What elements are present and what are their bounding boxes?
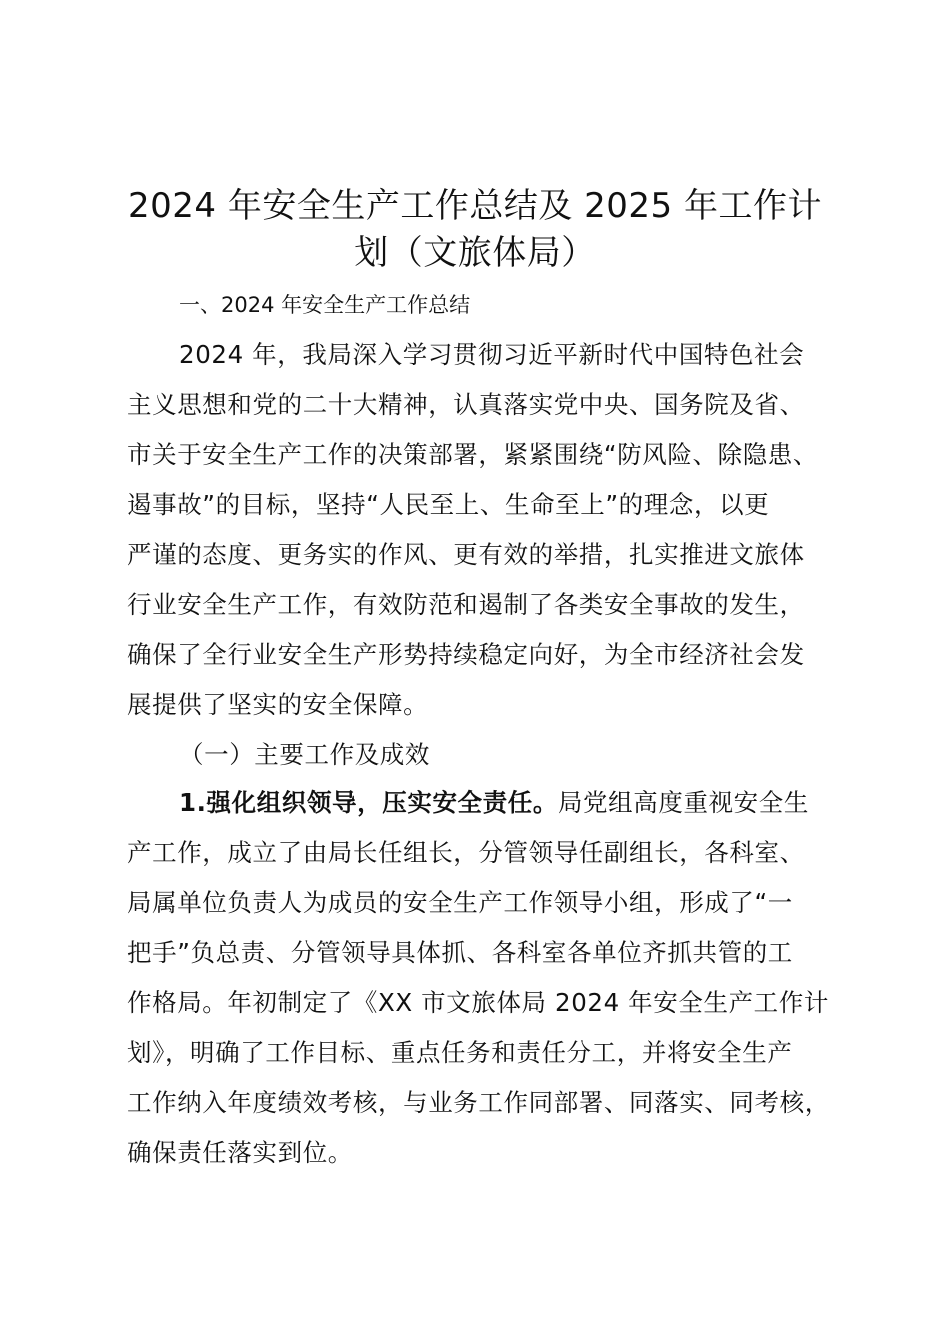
paragraph-line: 把手”负总责、分管领导具体抓、各科室各单位齐抓共管的工 bbox=[127, 938, 793, 967]
paragraph-line: 确保责任落实到位。 bbox=[127, 1138, 353, 1167]
title-line-1: 2024 年安全生产工作总结及 2025 年工作计 bbox=[128, 186, 822, 226]
paragraph-line: 市关于安全生产工作的决策部署，紧紧围绕“防风险、除隐患、 bbox=[127, 440, 818, 469]
paragraph-line: 行业安全生产工作，有效防范和遏制了各类安全事故的发生， bbox=[127, 590, 805, 619]
paragraph-line: 产工作，成立了由局长任组长，分管领导任副组长，各科室、 bbox=[127, 838, 805, 867]
paragraph-line: 2024 年，我局深入学习贯彻习近平新时代中国特色社会 bbox=[179, 340, 805, 369]
title-line-2: 划（文旅体局） bbox=[354, 233, 596, 273]
document-title bbox=[110, 183, 840, 277]
paragraph-line: 划》，明确了工作目标、重点任务和责任分工，并将安全生产 bbox=[127, 1038, 793, 1067]
paragraph-line: 作格局。年初制定了《XX 市文旅体局 2024 年安全生产工作计 bbox=[127, 988, 829, 1017]
paragraph-line: 展提供了坚实的安全保障。 bbox=[127, 690, 429, 719]
paragraph-line bbox=[127, 778, 867, 828]
paragraph-organization bbox=[127, 778, 867, 1178]
paragraph-line: 主义思想和党的二十大精神，认真落实党中央、国务院及省、 bbox=[127, 390, 805, 419]
paragraph-line: 严谨的态度、更务实的作风、更有效的举措，扎实推进文旅体 bbox=[127, 540, 805, 569]
subsection-heading: （一）主要工作及成效 bbox=[179, 740, 430, 769]
paragraph-line: 局属单位负责人为成员的安全生产工作领导小组，形成了“一 bbox=[127, 888, 793, 917]
paragraph-lead-heading: 1.强化组织领导，压实安全责任。 bbox=[179, 788, 558, 817]
section-heading: 一、2024 年安全生产工作总结 bbox=[179, 293, 471, 317]
paragraph-line: 确保了全行业安全生产形势持续稳定向好，为全市经济社会发 bbox=[127, 640, 805, 669]
paragraph-line: 工作纳入年度绩效考核，与业务工作同部署、同落实、同考核， bbox=[127, 1088, 830, 1117]
paragraph-line: 遏事故”的目标，坚持“人民至上、生命至上”的理念，以更 bbox=[127, 490, 770, 519]
paragraph-summary bbox=[127, 330, 867, 730]
paragraph-lead-rest: 局党组高度重视安全生 bbox=[557, 788, 809, 817]
